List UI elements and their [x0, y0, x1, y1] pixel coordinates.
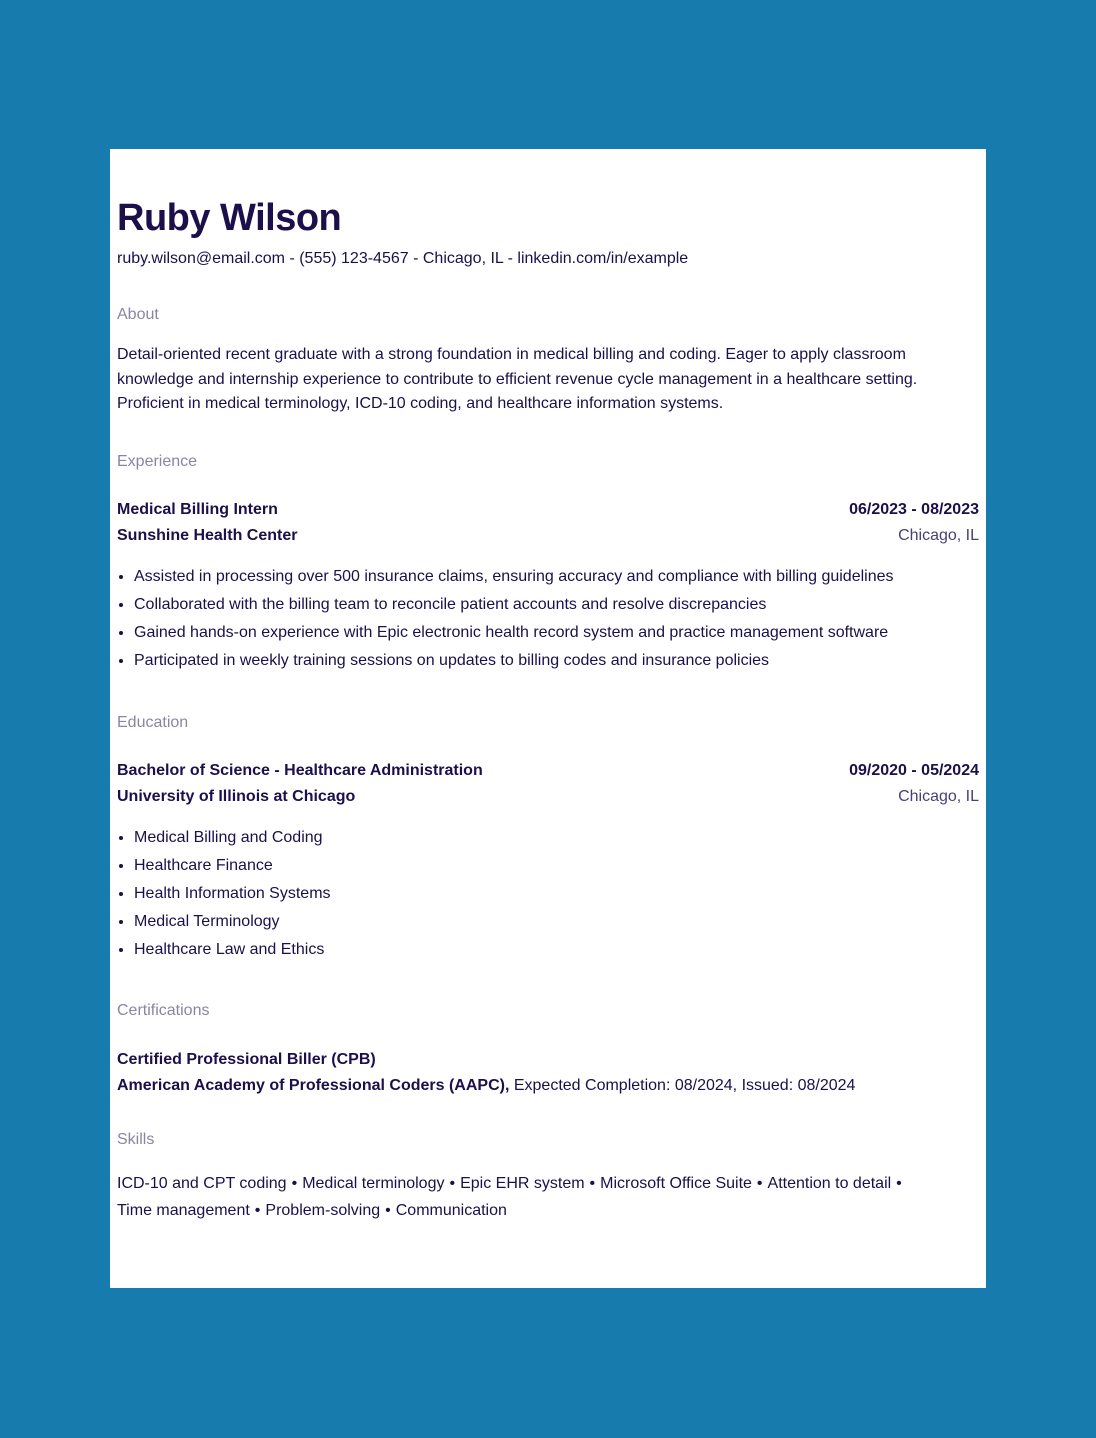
experience-heading: Experience [117, 452, 198, 470]
skill-item: ICD-10 and CPT coding [117, 1174, 287, 1192]
list-item: • Collaborated with the billing team to reconcile patient accounts and resolve discrepancies [134, 591, 979, 619]
contact-location: Chicago, IL [422, 250, 504, 267]
skill-item: Epic EHR system [460, 1174, 585, 1192]
contact-linkedin: linkedin.com/in/example [517, 250, 689, 267]
certification-details-line [117, 1073, 979, 1099]
resume-content [117, 193, 979, 1224]
skill-separator: • [589, 1174, 596, 1192]
resume-page [110, 149, 986, 1288]
skill-separator: • [756, 1174, 763, 1192]
contact-separator: - [285, 250, 300, 267]
experience-bullets [117, 563, 979, 675]
experience-location: Chicago, IL [898, 526, 979, 544]
certification-details: Expected Completion: 08/2024, Issued: 08/2024 [513, 1076, 856, 1094]
education-dates: 09/2020 - 05/2024 [849, 761, 979, 779]
contact-separator: - [408, 250, 423, 267]
skill-separator: • [449, 1174, 456, 1192]
contact-line [117, 248, 979, 270]
contact-separator: - [503, 250, 518, 267]
education-entry-header [117, 758, 979, 784]
experience-entry-header [117, 497, 979, 523]
experience-company: Sunshine Health Center [117, 526, 298, 544]
about-text: Detail-oriented recent graduate with a strong foundation in medical billing and coding. Eager to apply classroom knowledge and internship experience to contribute to efficient revenue cycle management in a healthcare setting. Proficient in medical terminology, ICD-10 coding, and healthcare information systems. [117, 346, 918, 412]
skill-separator: • [896, 1174, 902, 1192]
skill-item: Microsoft Office Suite [600, 1174, 752, 1192]
skill-item: Time management [117, 1201, 250, 1219]
education-courses [117, 824, 979, 964]
list-item: • Gained hands-on experience with Epic electronic health record system and practice management software [134, 619, 979, 647]
skill-item: Communication [395, 1201, 507, 1219]
list-item: • Medical Billing and Coding [134, 824, 979, 852]
contact-email: ruby.wilson@email.com [117, 250, 285, 267]
certification-name: Certified Professional Biller (CPB) [117, 1050, 376, 1068]
about-heading: About [117, 306, 159, 323]
skill-item: Attention to detail [767, 1174, 892, 1192]
list-item: • Assisted in processing over 500 insurance claims, ensuring accuracy and compliance with billing guidelines [134, 563, 979, 591]
skill-separator: • [385, 1201, 391, 1219]
list-item: • Health Information Systems [134, 880, 979, 908]
list-item: • Healthcare Finance [134, 852, 979, 880]
experience-dates: 06/2023 - 08/2023 [849, 500, 979, 518]
education-location: Chicago, IL [898, 787, 979, 805]
experience-entry-subheader [117, 523, 979, 549]
list-item: • Healthcare Law and Ethics [134, 936, 979, 964]
education-school: University of Illinois at Chicago [117, 787, 356, 805]
skill-separator: • [254, 1201, 261, 1219]
skill-separator: • [291, 1174, 298, 1192]
candidate-name: Ruby Wilson [117, 197, 342, 239]
skills-list [117, 1170, 979, 1224]
certification-organization: American Academy of Professional Coders (AAPC), [117, 1076, 510, 1094]
list-item: • Participated in weekly training sessions on updates to billing codes and insurance policies [134, 647, 979, 675]
education-entry-subheader [117, 784, 979, 810]
experience-role: Medical Billing Intern [117, 500, 278, 518]
contact-phone: (555) 123-4567 [299, 250, 409, 267]
certifications-heading: Certifications [117, 1001, 210, 1019]
education-degree: Bachelor of Science - Healthcare Administration [117, 761, 483, 779]
list-item: • Medical Terminology [134, 908, 979, 936]
skill-item: Medical terminology [302, 1174, 445, 1192]
skills-heading: Skills [117, 1130, 155, 1148]
skill-item: Problem-solving [265, 1201, 381, 1219]
education-heading: Education [117, 713, 189, 731]
